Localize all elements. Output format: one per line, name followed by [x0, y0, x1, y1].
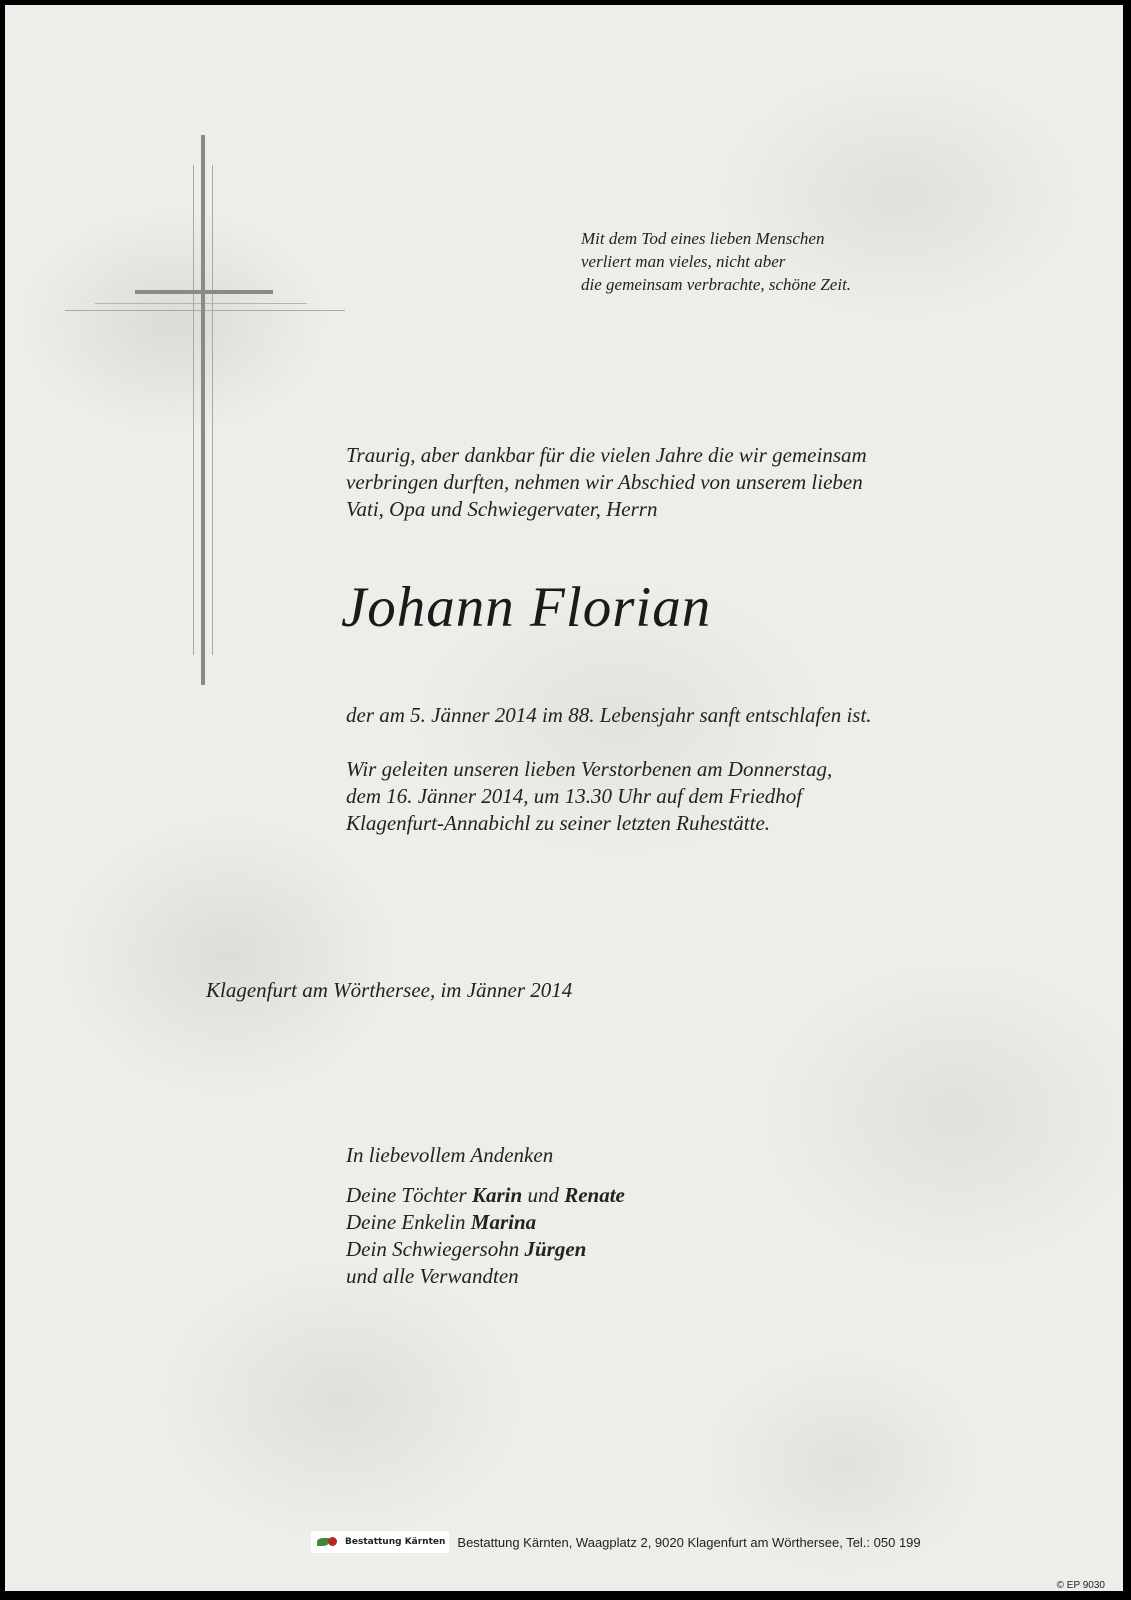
quote-line: verliert man vieles, nicht aber	[581, 252, 786, 271]
funeral-line: Wir geleiten unseren lieben Verstorbenen am Donnerstag,	[346, 757, 833, 781]
company-logo	[311, 1531, 449, 1553]
mourner-relatives: und alle Verwandten	[346, 1264, 519, 1288]
mourners-list	[346, 1182, 625, 1290]
grandchild-name: Marina	[470, 1210, 537, 1234]
funeral-line: Klagenfurt-Annabichl zu seiner letzten Ruhestätte.	[346, 811, 771, 835]
daughter-name: Renate	[564, 1183, 625, 1207]
intro-line: Vati, Opa und Schwiegervater, Herrn	[346, 497, 658, 521]
mourner-grandchild: Deine Enkelin Marina	[346, 1210, 537, 1234]
mourner-soninlaw: Dein Schwiegersohn Jürgen	[346, 1237, 587, 1261]
funeral-info	[346, 756, 832, 837]
place-date: Klagenfurt am Wörthersee, im Jänner 2014	[206, 978, 573, 1002]
memory-line: In liebevollem Andenken	[346, 1143, 554, 1167]
obituary-page	[5, 5, 1123, 1591]
quote	[581, 227, 851, 296]
document-code: © EP 9030	[1056, 1580, 1105, 1591]
intro-line: Traurig, aber dankbar für die vielen Jahre die wir gemeinsam	[346, 443, 867, 467]
rose-logo-icon	[315, 1534, 341, 1550]
logo-text: Bestattung Kärnten	[345, 1537, 446, 1547]
cross-icon	[65, 135, 345, 685]
footer-address: Bestattung Kärnten, Waagplatz 2, 9020 Klagenfurt am Wörthersee, Tel.: 050 199	[457, 1534, 921, 1550]
death-notice: der am 5. Jänner 2014 im 88. Lebensjahr sanft entschlafen ist.	[346, 703, 872, 727]
mourner-daughters: Deine Töchter Karin und Renate	[346, 1183, 625, 1207]
daughter-name: Karin	[471, 1183, 523, 1207]
intro-text	[346, 442, 867, 523]
funeral-line: dem 16. Jänner 2014, um 13.30 Uhr auf dem Friedhof	[346, 784, 803, 808]
quote-line: die gemeinsam verbrachte, schöne Zeit.	[581, 275, 852, 294]
intro-line: verbringen durften, nehmen wir Abschied von unserem lieben	[346, 470, 863, 494]
deceased-name: Johann Florian	[341, 576, 712, 639]
quote-line: Mit dem Tod eines lieben Menschen	[581, 229, 825, 248]
footer	[311, 1530, 921, 1554]
soninlaw-name: Jürgen	[524, 1237, 587, 1261]
